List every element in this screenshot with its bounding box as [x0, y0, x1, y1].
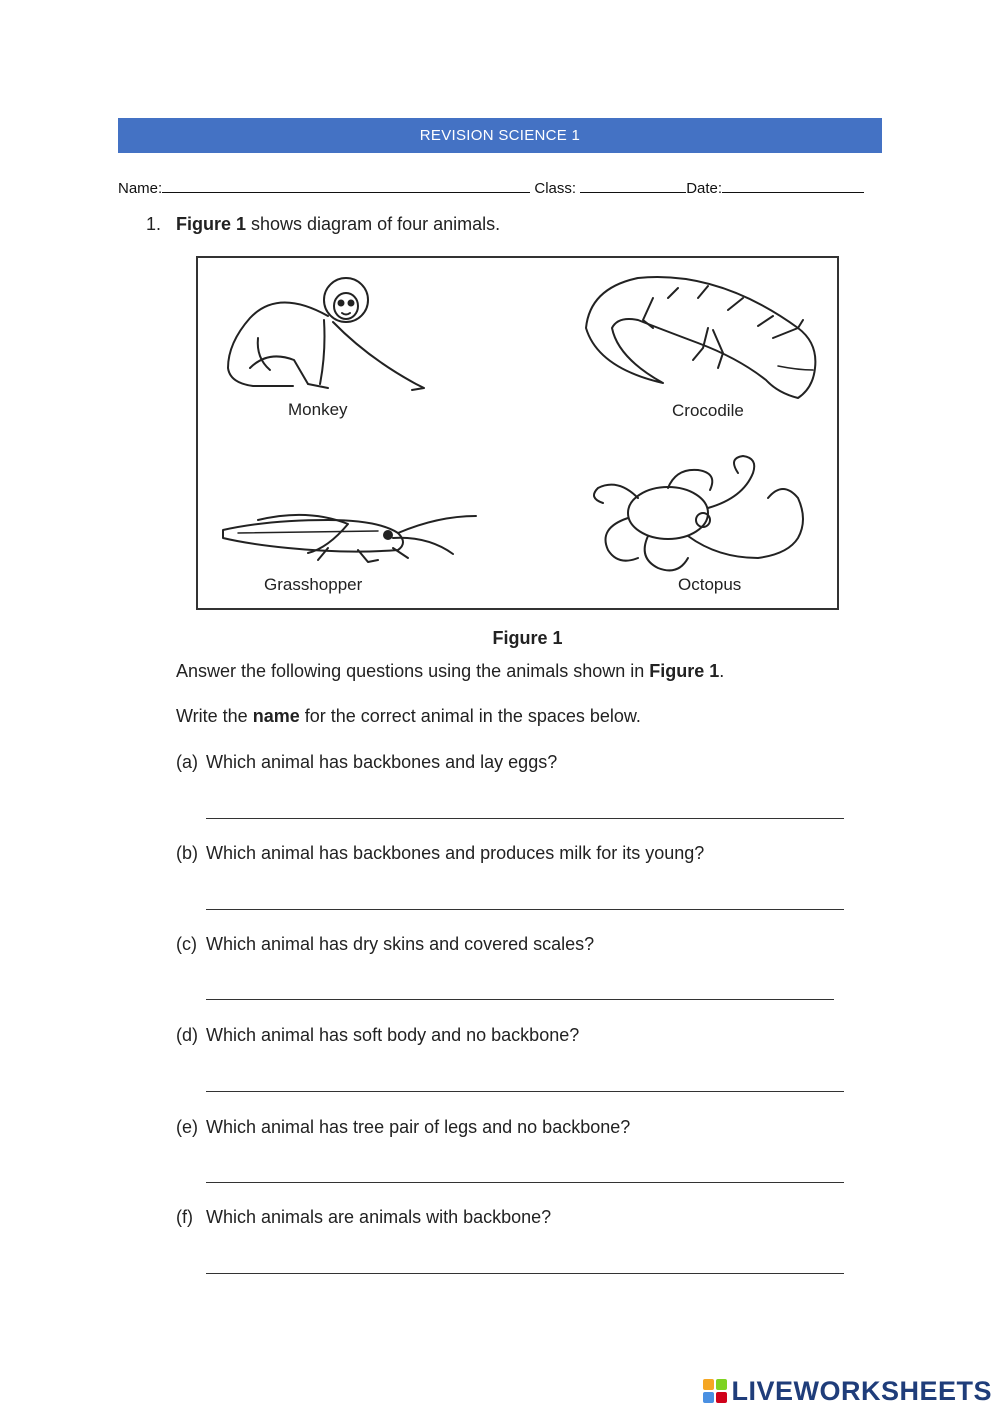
- subquestion-label: (d): [176, 1025, 198, 1045]
- subquestion-text: Which animal has backbones and produces milk for its young?: [206, 843, 705, 863]
- logo-block: [716, 1392, 727, 1403]
- student-info-row: [118, 178, 888, 197]
- date-label: Date:: [686, 180, 723, 197]
- label-monkey: Monkey: [288, 400, 348, 419]
- logo-block: [703, 1392, 714, 1403]
- answer-line-c[interactable]: [206, 999, 834, 1000]
- class-label: Class:: [534, 180, 577, 197]
- answer-line-f[interactable]: [206, 1273, 844, 1274]
- subquestion-a: [176, 752, 557, 773]
- monkey-illustration: [228, 278, 424, 390]
- answer-line-a[interactable]: [206, 818, 844, 819]
- subquestion-text: Which animal has dry skins and covered scales?: [206, 934, 595, 954]
- subquestion-c: [176, 934, 594, 955]
- date-field[interactable]: [722, 178, 864, 193]
- subquestion-label: (b): [176, 843, 198, 863]
- label-octopus: Octopus: [678, 575, 742, 594]
- subquestion-text: Which animals are animals with backbone?: [206, 1207, 552, 1227]
- name-label: Name:: [118, 180, 163, 197]
- worksheet-title-bar: [118, 118, 882, 153]
- subquestion-b: [176, 843, 704, 864]
- question-intro: [146, 214, 500, 235]
- liveworksheets-logo[interactable]: [703, 1373, 992, 1409]
- question-number: 1.: [146, 214, 162, 234]
- logo-block: [703, 1379, 714, 1390]
- subquestion-text: Which animal has soft body and no backbone?: [206, 1025, 580, 1045]
- answer-line-d[interactable]: [206, 1091, 844, 1092]
- logo-text: LIVEWORKSHEETS: [731, 1375, 992, 1406]
- logo-blocks-icon: [703, 1379, 727, 1403]
- instruction-2-bold: name: [252, 706, 300, 726]
- grasshopper-illustration: [223, 515, 476, 562]
- subquestion-label: (e): [176, 1117, 198, 1137]
- instruction-1-end: .: [719, 661, 725, 681]
- question-bold: Figure 1: [176, 214, 247, 234]
- animal-illustrations: [198, 258, 837, 608]
- label-grasshopper: Grasshopper: [264, 575, 363, 594]
- subquestion-text: Which animal has tree pair of legs and no backbone?: [206, 1117, 631, 1137]
- instruction-1-text: Answer the following questions using the animals shown in: [176, 661, 650, 681]
- instruction-line-2: [176, 706, 641, 727]
- subquestion-label: (c): [176, 934, 197, 954]
- label-crocodile: Crocodile: [672, 401, 744, 420]
- figure-caption: Figure 1: [492, 628, 563, 648]
- subquestion-label: (a): [176, 752, 198, 772]
- class-field[interactable]: [580, 178, 686, 193]
- instruction-1-bold: Figure 1: [649, 661, 720, 681]
- instruction-2-text: Write the: [176, 706, 253, 726]
- instruction-line-1: [176, 661, 724, 682]
- figure-1-box: [196, 256, 839, 610]
- subquestion-f: [176, 1207, 551, 1228]
- subquestion-text: Which animal has backbones and lay eggs?: [206, 752, 558, 772]
- answer-line-b[interactable]: [206, 909, 844, 910]
- worksheet-title: REVISION SCIENCE 1: [419, 127, 581, 144]
- subquestion-label: (f): [176, 1207, 193, 1227]
- name-field[interactable]: [162, 178, 530, 193]
- instruction-2-end: for the correct animal in the spaces below.: [299, 706, 641, 726]
- subquestion-d: [176, 1025, 579, 1046]
- logo-block: [716, 1379, 727, 1390]
- question-text: shows diagram of four animals.: [246, 214, 501, 234]
- octopus-illustration: [594, 456, 803, 570]
- answer-line-e[interactable]: [206, 1182, 844, 1183]
- crocodile-illustration: [586, 277, 815, 398]
- subquestion-e: [176, 1117, 630, 1138]
